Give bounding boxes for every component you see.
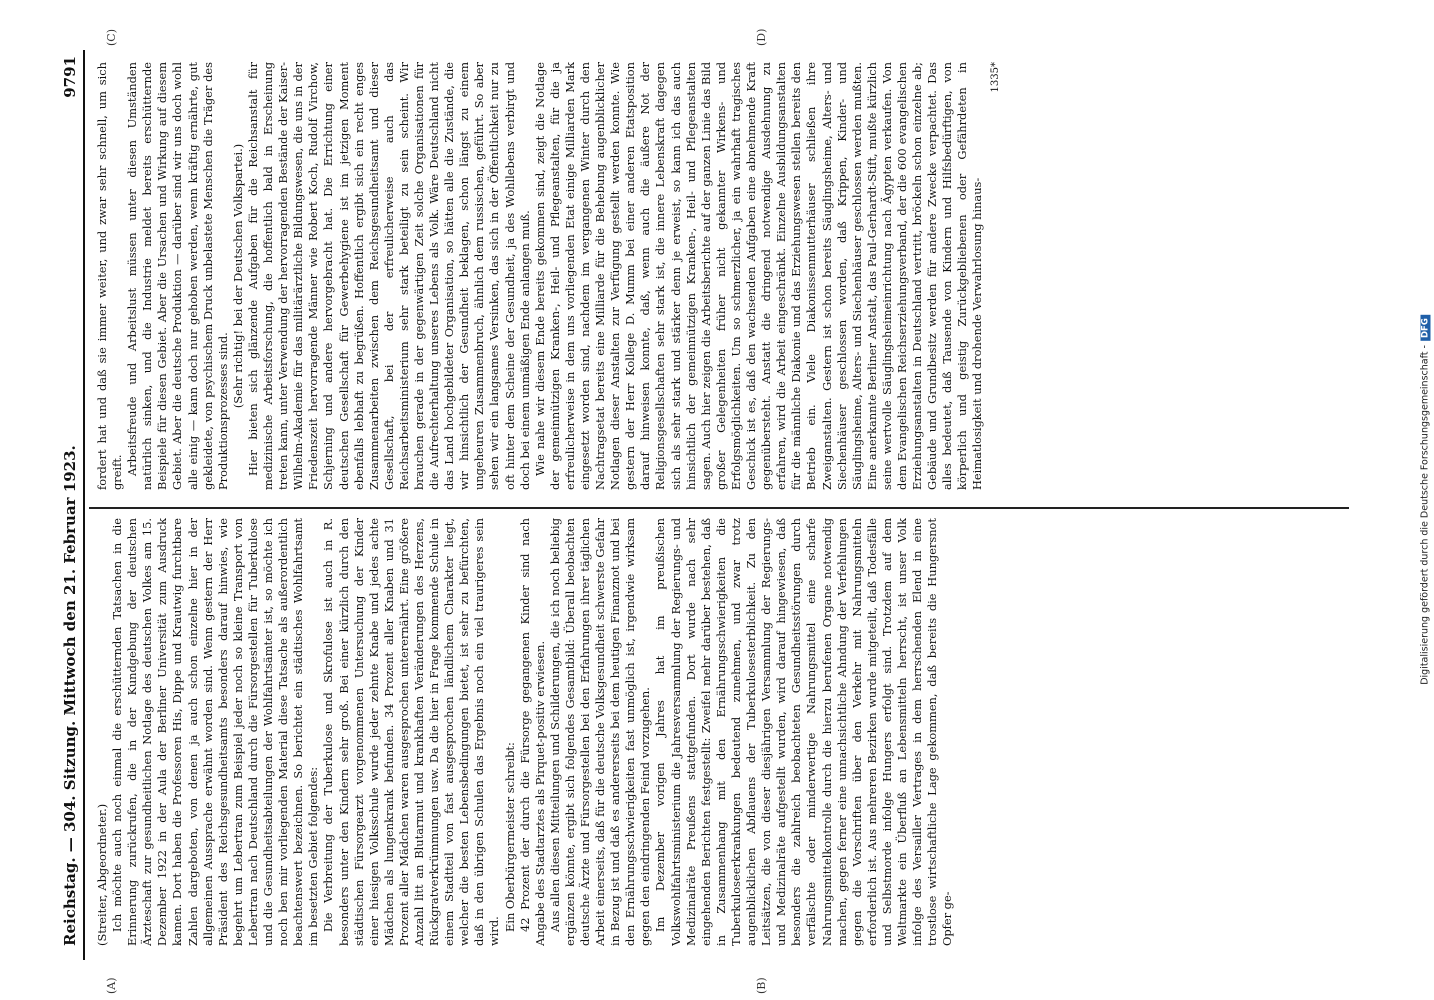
page-number: 9791 bbox=[61, 56, 79, 98]
header-title: Reichstag. — 304. Sitzung. Mittwoch den 21. Februar 1923. bbox=[61, 445, 79, 946]
right-column bbox=[95, 62, 1347, 490]
margin-marker-b: (B) bbox=[755, 977, 768, 994]
digitization-credit bbox=[1420, 315, 1431, 685]
margin-marker-a: (A) bbox=[105, 977, 118, 994]
interjection: (Sehr richtig! bei der Deutschen Volkspartei.) bbox=[230, 143, 245, 409]
paragraph: Arbeitsfreude und Arbeitslust müssen unter diesen Umständen natürlich sinken, und die Industrie meldet bereits erschütternde Beispiele für diesen Gebiet. Aber die Ursachen und Wirkung auf diesem Gebiet. Aber die deutsche Produktion — darüber sind wir uns doch wohl alle einig — kann doch nur gehoben werden, wenn kräftig ernährte, gut gekleidete, von psychischem Druck unbelastete Menschen die Träger des Produktionsprozesses sind. bbox=[125, 62, 230, 490]
dfg-logo-icon: DFG bbox=[1421, 315, 1431, 341]
column-divider bbox=[89, 508, 1349, 510]
paragraph: Im Dezember vorigen Jahres hat im preußischen Volkswohlfahrtsministerium die Jahresversammlung der Regierungs- und Medizinalräte Preußens stattgefunden. Dort wurde nach sehr eingehenden Berichten festgestellt: Zweifel mehr darüber bestehen, daß in Zusammenhang mit den Ernährungsschwierigkeiten die Tuberkuloseerkrankungen bedeutend zunehmen, und zwar trotz augenblicklichen Abflauens der Tuberkulosesterblichkeit. Zu den Leitsätzen, die von dieser diesjährigen Versammlung der Regierungs- und Medizinalräte aufgestellt wurden, wird darauf hingewiesen, daß besonders die zahlreich beobachteten Gesundheitsstörungen durch verfälschte oder minderwertige Nahrungsmittel eine scharfe Nahrungsmittelkontrolle durch die hierzu berufenen Organe notwendig machen, gegen ferner eine unnachsichtliche Ahndung der Verfehlungen gegen die Vorschriften über den Verkehr mit Nahrungsmitteln erforderlich ist. Aus mehreren Bezirken wurde mitgeteilt, daß Todesfälle und Selbstmorde infolge Hungers erfolgt sind. Trotzdem auf dem Weltmarkte ein Überfluß an Lebensmitteln herrscht, ist unser Volk infolge des Versailler Vertrages in dem herrschenden Elend in eine trostlose wirtschaftliche Lage gekommen, daß bereits die Hungersnot Opfer ge- bbox=[653, 518, 955, 946]
page-signature: 1335* bbox=[989, 62, 1001, 93]
credit-text: Digitalisierung gefördert durch die Deutsche Forschungsgemeinschaft - bbox=[1419, 345, 1431, 685]
page-header bbox=[55, 50, 85, 960]
paragraph: fordert hat und daß sie immer weiter, und zwar sehr schnell, um sich greift. bbox=[95, 62, 125, 490]
paragraph: Wie nahe wir diesem Ende bereits gekommen sind, zeigt die Notlage der gemeinnützigen Kranken-, Heil- und Pflegeanstalten, für die ja erfreulicherweise in dem uns vorliegenden Etat einige Milliarden Mark eingesetzt worden sind, nachdem im vergangenen Winter durch den Nachtragsetat bereits eine Milliarde für die Behebung augenblicklicher Notlagen dieser Anstalten zur Verfügung gestellt werden konnte. Wie gestern der Herr Kollege D. Mumm bei einer anderen Etatsposition darauf hinweisen konnte, daß, wenn auch die äußere Not der Religionsgesellschaften sehr stark ist, die innere Lebenskraft dagegen sich als sehr stark und stärker denn je erweist, so kann ich das auch hinsichtlich der gemeinnützigen Kranken-, Heil- und Pflegeanstalten sagen. Auch hier zeigen die Arbeitsberichte auf der ganzen Linie das Bild großer Gelegenheiten früher nicht gekannter Wirkens- und Erfolgsmöglichkeiten. Um so schmerzlicher, ja ein wahrhaft tragisches Geschick ist es, daß den wachsenden Aufgaben eine abnehmende Kraft gegenübersteht. Anstatt die dringend notwendige Ausdehnung zu erfahren, wird die Arbeit eingeschränkt. Einzelne Ausbildungsanstalten für die männliche Diakonie und das Erziehungswesen stellen bereits den Betrieb ein. Viele Diakonissenmutterhäuser schließen ihre Zweiganstalten. Gestern ist schon bereits Säuglingsheime, Alters- und Siechenhäuser geschlossen worden, daß Krippen, Kinder- und Säuglingsheime, Alters- und Siechenhäuser geschlossen werden mußten. Eine anerkannte Berliner Anstalt, das Paul-Gerhardt-Stift, mußte kürzlich seine wertvolle Säuglingsheimeinrichtung nach Ägypten verkaufen. Von dem Evangelischen Reichserziehungsverband, der die 600 evangelischen Erziehungsanstalten in Deutschland vertritt, bröckeln schon einzelne ab; Gebäude und Grundbesitz werden für andere Zwecke verpachtet. Das alles bedeutet, daß Tausende von Kindern und Hilfsbedürftigen, von körperlich und geistig Zurückgebliebenen oder Gefährdeten in Heimatlosigkeit und drohende Verwahrlosung hinaus- bbox=[532, 62, 985, 490]
left-column bbox=[95, 518, 1347, 946]
paragraph: Die Verbreitung der Tuberkulose und Skrofulose ist auch in R. besonders unter den Kindern sehr groß. Bei einer kürzlich durch den städtischen Fürsorgearzt vorgenommenen Untersuchung der Kinder einer hiesigen Volksschule wurde jeder zehnte Knabe und jedes achte Mädchen als lungenkrank befunden. 34 Prozent aller Knaben und 31 Prozent aller Mädchen waren ausgesprochen unterernährt. Eine größere Anzahl litt an Blutarmut und krankhaften Veränderungen des Herzens, Rückgratverkrümmungen usw. Da die hier in Frage kommende Schule in einem Stadtteil von fast ausgesprochen ländlichem Charakter liegt, welcher die besten Lebensbedingungen bietet, ist sehr zu befürchten, daß in den übrigen Schulen das Ergebnis noch ein viel traurigeres sein wird. bbox=[321, 518, 502, 946]
paragraph: Ich möchte auch noch einmal die erschütternden Tatsachen in die Erinnerung zurückrufen, die in der Kundgebung der deutschen Ärzteschaft zur gesundheitlichen Notlage des deutschen Volkes am 15. Dezember 1922 in der Aula der Berliner Universität zum Ausdruck kamen. Dort haben die Professoren His, Dippe und Krautwig furchtbare Zahlen dargeboten, von denen ja auch schon einzelne hier in der allgemeinen Aussprache erwähnt worden sind. Wenn gestern der Herr Präsident des Reichsgesundheitsamts besonders darauf hinwies, wie begehrt um Lebertran zum Beispiel jeder noch so kleine Transport von Lebertran nach Deutschland durch die Fürsorgestellen für Tuberkulose und die Gesundheitsabteilungen der Wohlfahrtsämter ist, so möchte ich noch ben mir vorliegenden Material diese Tatsache als außerordentlich beachtenswert bezeichnen. So berichtet ein städtisches Wohlfahrtsamt im besetzten Gebiet folgendes: bbox=[110, 518, 321, 946]
paragraph: Aus allen diesen Mitteilungen und Schilderungen, die ich noch beliebig ergänzen könnte, ergibt sich folgendes Gesamtbild: Überall beobachten deutsche Ärzte und Fürsorgestellen bei den Erfahrungen ihrer täglichen Arbeit einerseits, daß für die deutsche Volksgesundheit schwerste Gefahr in Bezug ist und daß es andererseits bei dem heutigen Finanznot und bei den Ernährungsschwierigkeiten fast unmöglich ist, irgendwie wirksam gegen den eindringenden Feind vorzugehen. bbox=[547, 518, 653, 946]
paragraph: Hier bieten sich glänzende Aufgaben für die Reichsanstalt für medizinische Arbeitsforschung, die hoffentlich bald in Erscheinung treten kann, unter Verwendung der hervorragenden Bestände der Kaiser-Wilhelm-Akademie für das militärärztliche Bildungswesen, die uns in der Friedenszeit hervorragende Männer wie Robert Koch, Rudolf Virchow, Schjerning und andere hervorgebracht hat. Die Errichtung einer deutschen Gesellschaft für Gewerbehygiene ist im jetzigen Moment ebenfalls lebhaft zu begrüßen. Hoffentlich ergibt sich ein recht enges Zusammenarbeiten zwischen dem Reichsgesundheitsamt und dieser Gesellschaft, bei der erfreulicherweise auch das Reichsarbeitsministerium sehr stark beteiligt zu sein scheint. Wir brauchen gerade in der gegenwärtigen Zeit solche Organisationen für die Aufrechterhaltung unseres Lebens als Volk. Wäre Deutschland nicht das Land hochgebildeter Organisation, so hätten alle die Zustände, die wir hinsichtlich der Gesundheit beklagen, schon längst zu einem ungeheuren Zusammenbruch, ähnlich dem russischen, geführt. So aber sehen wir ein langsames Versinken, das sich in der Öffentlichkeit nur zu oft hinter dem Scheine der Gesundheit, ja des Wohllebens verbirgt und doch bei einem unmäßigen Ende anlangen muß. bbox=[245, 62, 532, 490]
margin-marker-d: (D) bbox=[755, 28, 768, 46]
paragraph: 42 Prozent der durch die Fürsorge gegangenen Kinder sind nach Angabe des Stadtarztes als Pirquet-positiv erwiesen. bbox=[517, 518, 547, 946]
margin-marker-c: (C) bbox=[105, 29, 118, 46]
header-rule bbox=[83, 50, 85, 960]
newspaper-page bbox=[55, 28, 1355, 994]
paragraph: Ein Oberbürgermeister schreibt: bbox=[502, 742, 517, 932]
speaker-label: (Streiter, Abgeordneter.) bbox=[95, 803, 109, 946]
